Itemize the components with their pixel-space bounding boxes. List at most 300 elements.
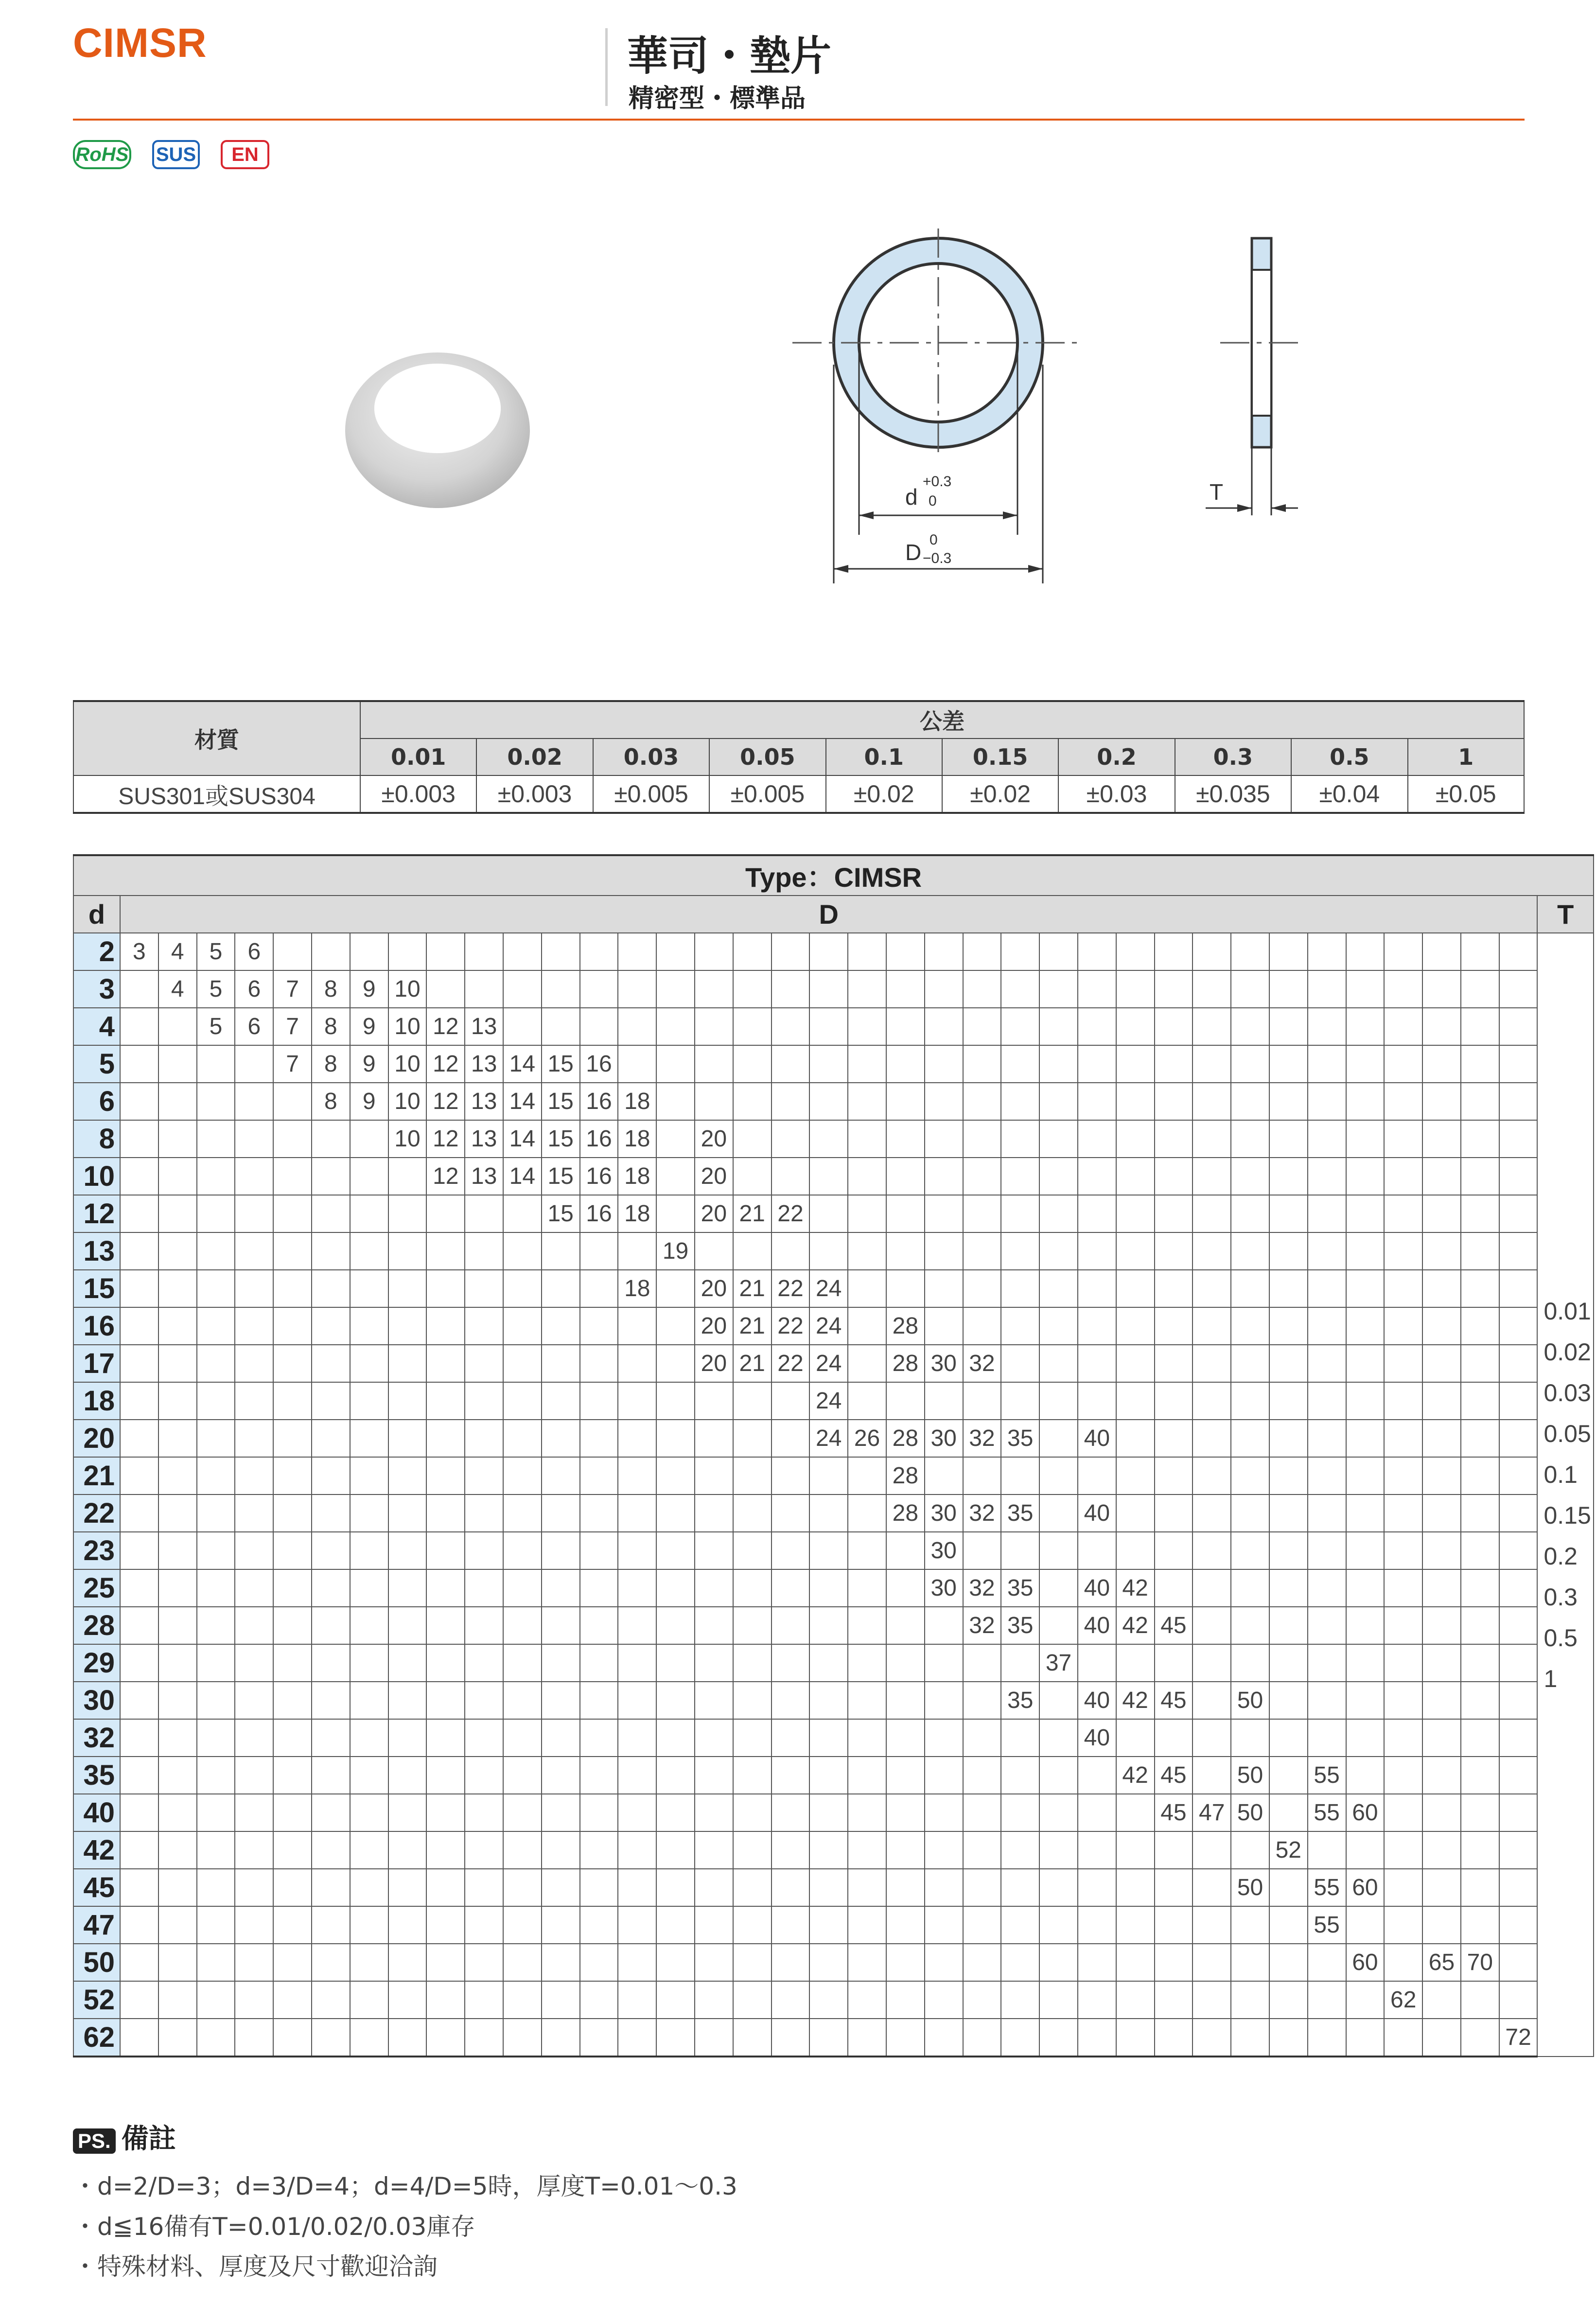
table-row [73, 1457, 1594, 1494]
D-cell [1116, 2019, 1155, 2057]
D-cell [1193, 1345, 1231, 1382]
D-cell [158, 1944, 197, 1981]
D-cell [1193, 1158, 1231, 1195]
D-cell: 21 [733, 1270, 772, 1307]
D-cell [503, 1382, 542, 1420]
D-cell [350, 1382, 388, 1420]
D-cell [1499, 1607, 1538, 1644]
D-cell [1001, 1382, 1039, 1420]
D-cell [503, 1270, 542, 1307]
D-cell [1039, 1420, 1078, 1457]
D-cell [1231, 1494, 1269, 1532]
D-cell [426, 1420, 465, 1457]
D-cell [1269, 1345, 1308, 1382]
D-cell: 5 [197, 970, 235, 1008]
tolerance-header: 公差 [360, 701, 1524, 738]
D-cell [1001, 1083, 1039, 1120]
D-cell [963, 1457, 1001, 1494]
D-cell [350, 1644, 388, 1682]
D-cell [542, 1345, 580, 1382]
D-cell [312, 1195, 350, 1232]
D-cell [542, 1494, 580, 1532]
D-cell [963, 1906, 1001, 1944]
D-cell [1422, 1195, 1461, 1232]
D-cell: 19 [656, 1232, 695, 1270]
D-cell [312, 1607, 350, 1644]
D-cell [388, 933, 427, 970]
D-cell [848, 1831, 886, 1869]
D-cell [1499, 1158, 1538, 1195]
D-cell [197, 1757, 235, 1794]
D-cell [235, 2019, 273, 2057]
D-cell: 28 [886, 1494, 925, 1532]
D-cell [1422, 1757, 1461, 1794]
D-cell [580, 1307, 618, 1345]
D-cell: 21 [733, 1307, 772, 1345]
D-cell [1155, 2019, 1193, 2057]
D-cell [426, 1532, 465, 1569]
D-cell [1384, 1420, 1422, 1457]
D-cell [1116, 1195, 1155, 1232]
D-cell [733, 1719, 772, 1757]
D-cell [158, 1158, 197, 1195]
D-cell [158, 1869, 197, 1906]
D-cell [273, 1981, 312, 2019]
type-label: Type：CIMSR [73, 855, 1594, 896]
D-cell [120, 1382, 158, 1420]
D-cell [1193, 1719, 1231, 1757]
D-cell [1499, 1944, 1538, 1981]
dim-D-label: D [905, 540, 922, 565]
D-cell [197, 1345, 235, 1382]
thickness-list [1537, 933, 1594, 2057]
D-cell [235, 1345, 273, 1382]
D-cell [925, 1981, 963, 2019]
D-cell [1039, 1981, 1078, 2019]
D-cell [963, 1008, 1001, 1045]
D-cell [1384, 1307, 1422, 1345]
D-cell [925, 1307, 963, 1345]
D-cell [809, 1757, 848, 1794]
D-cell [1001, 1120, 1039, 1158]
D-cell [235, 1195, 273, 1232]
D-cell [1039, 1569, 1078, 1607]
D-cell [1499, 1083, 1538, 1120]
D-cell [1078, 1644, 1116, 1682]
D-cell: 45 [1155, 1757, 1193, 1794]
D-cell [1193, 1569, 1231, 1607]
D-cell: 6 [235, 933, 273, 970]
D-cell [1422, 1794, 1461, 1831]
D-cell: 42 [1116, 1682, 1155, 1719]
D-cell [1001, 1944, 1039, 1981]
D-cell [1346, 1906, 1385, 1944]
D-cell [465, 1195, 503, 1232]
thickness-col-header: 0.3 [1175, 738, 1291, 775]
D-cell [426, 970, 465, 1008]
D-cell [158, 1457, 197, 1494]
D-cell [1193, 1195, 1231, 1232]
D-cell: 20 [695, 1345, 733, 1382]
D-cell [1499, 1457, 1538, 1494]
D-cell [1346, 1494, 1385, 1532]
D-cell: 55 [1308, 1794, 1346, 1831]
D-cell [1001, 1045, 1039, 1083]
D-cell [1422, 1045, 1461, 1083]
D-cell [542, 1644, 580, 1682]
D-cell [733, 1494, 772, 1532]
D-cell [1269, 1270, 1308, 1307]
D-cell [1231, 1831, 1269, 1869]
D-cell [848, 1682, 886, 1719]
D-cell [1461, 1719, 1499, 1757]
tolerance-value: ±0.003 [476, 775, 593, 813]
D-cell: 28 [886, 1345, 925, 1382]
D-cell [733, 1045, 772, 1083]
D-cell: 28 [886, 1457, 925, 1494]
D-cell [1384, 1607, 1422, 1644]
D-cell [733, 1083, 772, 1120]
D-cell: 28 [886, 1307, 925, 1345]
D-cell: 30 [925, 1420, 963, 1457]
D-cell: 10 [388, 1008, 427, 1045]
D-cell [1001, 1307, 1039, 1345]
D-cell [1422, 1869, 1461, 1906]
D-cell [580, 1420, 618, 1457]
D-cell [1155, 1045, 1193, 1083]
D-cell [312, 1270, 350, 1307]
D-cell [1231, 1195, 1269, 1232]
D-cell [1116, 1083, 1155, 1120]
D-cell [1269, 1382, 1308, 1420]
D-cell [197, 1719, 235, 1757]
D-cell [733, 1981, 772, 2019]
D-cell [1193, 2019, 1231, 2057]
D-cell [312, 1532, 350, 1569]
D-cell [465, 1757, 503, 1794]
d-value: 23 [73, 1532, 120, 1569]
D-cell [1422, 1532, 1461, 1569]
D-cell [1193, 1682, 1231, 1719]
D-cell: 16 [580, 1195, 618, 1232]
D-cell [1039, 1120, 1078, 1158]
D-cell [197, 1944, 235, 1981]
D-cell [158, 1532, 197, 1569]
D-cell [618, 1008, 656, 1045]
D-cell: 18 [618, 1083, 656, 1120]
D-cell: 50 [1231, 1757, 1269, 1794]
D-cell [772, 1981, 810, 2019]
D-cell [120, 1794, 158, 1831]
D-cell [235, 1307, 273, 1345]
D-cell [388, 2019, 427, 2057]
D-cell: 5 [197, 1008, 235, 1045]
washer-photo [335, 340, 540, 520]
D-cell [809, 1008, 848, 1045]
D-cell: 24 [809, 1345, 848, 1382]
d-value: 47 [73, 1906, 120, 1944]
D-cell [1308, 1944, 1346, 1981]
D-cell [1346, 1008, 1385, 1045]
D-cell [120, 1457, 158, 1494]
D-cell [656, 1532, 695, 1569]
D-cell [1078, 1158, 1116, 1195]
D-cell [1078, 1195, 1116, 1232]
D-cell [158, 1045, 197, 1083]
D-cell [925, 1083, 963, 1120]
D-cell [120, 1757, 158, 1794]
D-cell [733, 1457, 772, 1494]
D-cell [426, 1232, 465, 1270]
D-cell [733, 1158, 772, 1195]
D-cell [848, 1158, 886, 1195]
D-cell [1499, 1794, 1538, 1831]
D-cell [542, 1757, 580, 1794]
D-cell [158, 1981, 197, 2019]
D-cell: 35 [1001, 1494, 1039, 1532]
D-cell [273, 1757, 312, 1794]
D-cell [886, 1532, 925, 1569]
tolerance-value: ±0.005 [709, 775, 825, 813]
D-cell [388, 1719, 427, 1757]
D-cell [656, 1083, 695, 1120]
table-row [73, 933, 1594, 970]
D-cell [1155, 1083, 1193, 1120]
D-cell [580, 2019, 618, 2057]
D-cell [809, 1232, 848, 1270]
D-cell [235, 1682, 273, 1719]
D-cell [1269, 1869, 1308, 1906]
D-cell [1001, 933, 1039, 970]
D-cell [656, 1981, 695, 2019]
D-cell [273, 1158, 312, 1195]
D-cell: 12 [426, 1158, 465, 1195]
D-cell [809, 2019, 848, 2057]
D-cell [580, 1345, 618, 1382]
thickness-value: 0.3 [1543, 1583, 1578, 1611]
D-cell: 14 [503, 1045, 542, 1083]
D-cell [1461, 970, 1499, 1008]
D-cell [1231, 1008, 1269, 1045]
D-cell [120, 1494, 158, 1532]
D-cell: 24 [809, 1307, 848, 1345]
D-cell [120, 1008, 158, 1045]
D-cell [350, 1420, 388, 1457]
D-cell [465, 970, 503, 1008]
thickness-col-header: 0.01 [360, 738, 476, 775]
D-cell [120, 1906, 158, 1944]
D-cell [1346, 970, 1385, 1008]
D-cell [235, 1644, 273, 1682]
D-cell [1422, 1719, 1461, 1757]
D-cell [963, 1083, 1001, 1120]
D-cell [656, 1382, 695, 1420]
D-cell [886, 1008, 925, 1045]
D-cell [1384, 1682, 1422, 1719]
D-cell: 10 [388, 1045, 427, 1083]
D-cell [1461, 1008, 1499, 1045]
D-cell [925, 1719, 963, 1757]
table-row [73, 1944, 1594, 1981]
D-cell [1155, 1270, 1193, 1307]
D-cell [1422, 1644, 1461, 1682]
D-cell: 3 [120, 933, 158, 970]
D-cell [580, 970, 618, 1008]
D-cell [503, 1420, 542, 1457]
D-cell [733, 1682, 772, 1719]
D-cell [1499, 1045, 1538, 1083]
D-cell [312, 1232, 350, 1270]
d-value: 12 [73, 1195, 120, 1232]
D-cell [1461, 1607, 1499, 1644]
d-value: 6 [73, 1083, 120, 1120]
D-cell [1231, 1232, 1269, 1270]
D-cell [388, 1569, 427, 1607]
D-cell [695, 1532, 733, 1569]
D-cell [1231, 1644, 1269, 1682]
note-item: ・d=2/D=3；d=3/D=4；d=4/D=5時，厚度T=0.01～0.3 [73, 2172, 737, 2200]
D-cell [158, 1195, 197, 1232]
D-cell [120, 1270, 158, 1307]
D-cell [925, 1270, 963, 1307]
D-cell [465, 1382, 503, 1420]
D-cell [1346, 1382, 1385, 1420]
D-cell [772, 1906, 810, 1944]
D-cell [350, 1794, 388, 1831]
D-cell [695, 1831, 733, 1869]
D-cell: 16 [580, 1158, 618, 1195]
thickness-value: 0.2 [1543, 1542, 1578, 1570]
D-cell [1269, 1607, 1308, 1644]
D-cell [695, 1757, 733, 1794]
thickness-col-header: 0.15 [942, 738, 1058, 775]
D-cell [1499, 1420, 1538, 1457]
D-cell [273, 1494, 312, 1532]
material-header: 材質 [73, 701, 360, 775]
D-cell [695, 1008, 733, 1045]
table-row [73, 1158, 1594, 1195]
D-cell [1384, 1757, 1422, 1794]
D-cell [963, 1794, 1001, 1831]
D-cell [1422, 1083, 1461, 1120]
D-cell [197, 1569, 235, 1607]
D-cell [120, 1120, 158, 1158]
D-cell [848, 1120, 886, 1158]
D-cell [1461, 1045, 1499, 1083]
D-cell [1346, 1195, 1385, 1232]
D-cell [580, 933, 618, 970]
D-cell [197, 1794, 235, 1831]
D-cell [312, 1794, 350, 1831]
D-cell [465, 1831, 503, 1869]
D-cell [1001, 1869, 1039, 1906]
D-cell [1193, 1307, 1231, 1345]
D-cell: 40 [1078, 1494, 1116, 1532]
D-cell [733, 1906, 772, 1944]
D-cell [158, 1494, 197, 1532]
D-cell [809, 1195, 848, 1232]
D-cell: 40 [1078, 1682, 1116, 1719]
D-cell [809, 1607, 848, 1644]
D-cell [1308, 1045, 1346, 1083]
D-cell [1308, 1682, 1346, 1719]
D-cell [197, 1307, 235, 1345]
D-cell [1001, 1644, 1039, 1682]
D-cell [656, 1869, 695, 1906]
D-cell [235, 1719, 273, 1757]
D-cell [1155, 1644, 1193, 1682]
D-cell [809, 1682, 848, 1719]
D-cell [809, 970, 848, 1008]
D-cell: 24 [809, 1382, 848, 1420]
D-cell: 8 [312, 1083, 350, 1120]
D-cell [618, 933, 656, 970]
D-cell [1193, 1457, 1231, 1494]
D-cell [503, 1494, 542, 1532]
D-cell [1461, 1869, 1499, 1906]
D-cell [1039, 1158, 1078, 1195]
D-cell [1001, 1831, 1039, 1869]
thickness-col-header: 0.5 [1291, 738, 1407, 775]
D-cell [886, 1569, 925, 1607]
D-cell [848, 2019, 886, 2057]
D-cell [733, 933, 772, 970]
D-cell [1308, 1232, 1346, 1270]
D-cell [273, 1195, 312, 1232]
D-cell [1155, 1719, 1193, 1757]
D-cell [695, 1045, 733, 1083]
D-cell [465, 1906, 503, 1944]
D-cell [1078, 1532, 1116, 1569]
D-cell [1193, 1420, 1231, 1457]
D-cell [1193, 1120, 1231, 1158]
side-view [1206, 238, 1303, 515]
d-value: 22 [73, 1494, 120, 1532]
D-cell: 20 [695, 1195, 733, 1232]
D-cell [350, 1494, 388, 1532]
dim-d-lower: 0 [929, 493, 937, 509]
D-cell [886, 1757, 925, 1794]
D-cell [1155, 1420, 1193, 1457]
D-cell [772, 1682, 810, 1719]
D-cell [235, 1045, 273, 1083]
D-cell [886, 1981, 925, 2019]
D-cell [772, 1494, 810, 1532]
D-cell [1193, 1906, 1231, 1944]
D-cell [1461, 1794, 1499, 1831]
D-cell [656, 1906, 695, 1944]
tolerance-value: ±0.05 [1408, 775, 1524, 813]
D-cell [1116, 1345, 1155, 1382]
D-cell [772, 1794, 810, 1831]
D-cell: 21 [733, 1195, 772, 1232]
D-cell [542, 1532, 580, 1569]
D-cell [388, 1944, 427, 1981]
D-cell [1001, 1345, 1039, 1382]
D-cell [618, 1232, 656, 1270]
D-cell [1116, 1382, 1155, 1420]
D-cell [1308, 1307, 1346, 1345]
d-value: 32 [73, 1719, 120, 1757]
D-cell [388, 1981, 427, 2019]
table-row [73, 1494, 1594, 1532]
dim-d-label: d [905, 484, 918, 510]
D-cell [618, 2019, 656, 2057]
D-cell [465, 1532, 503, 1569]
D-cell [1461, 1420, 1499, 1457]
d-value: 17 [73, 1345, 120, 1382]
D-cell [1308, 1831, 1346, 1869]
